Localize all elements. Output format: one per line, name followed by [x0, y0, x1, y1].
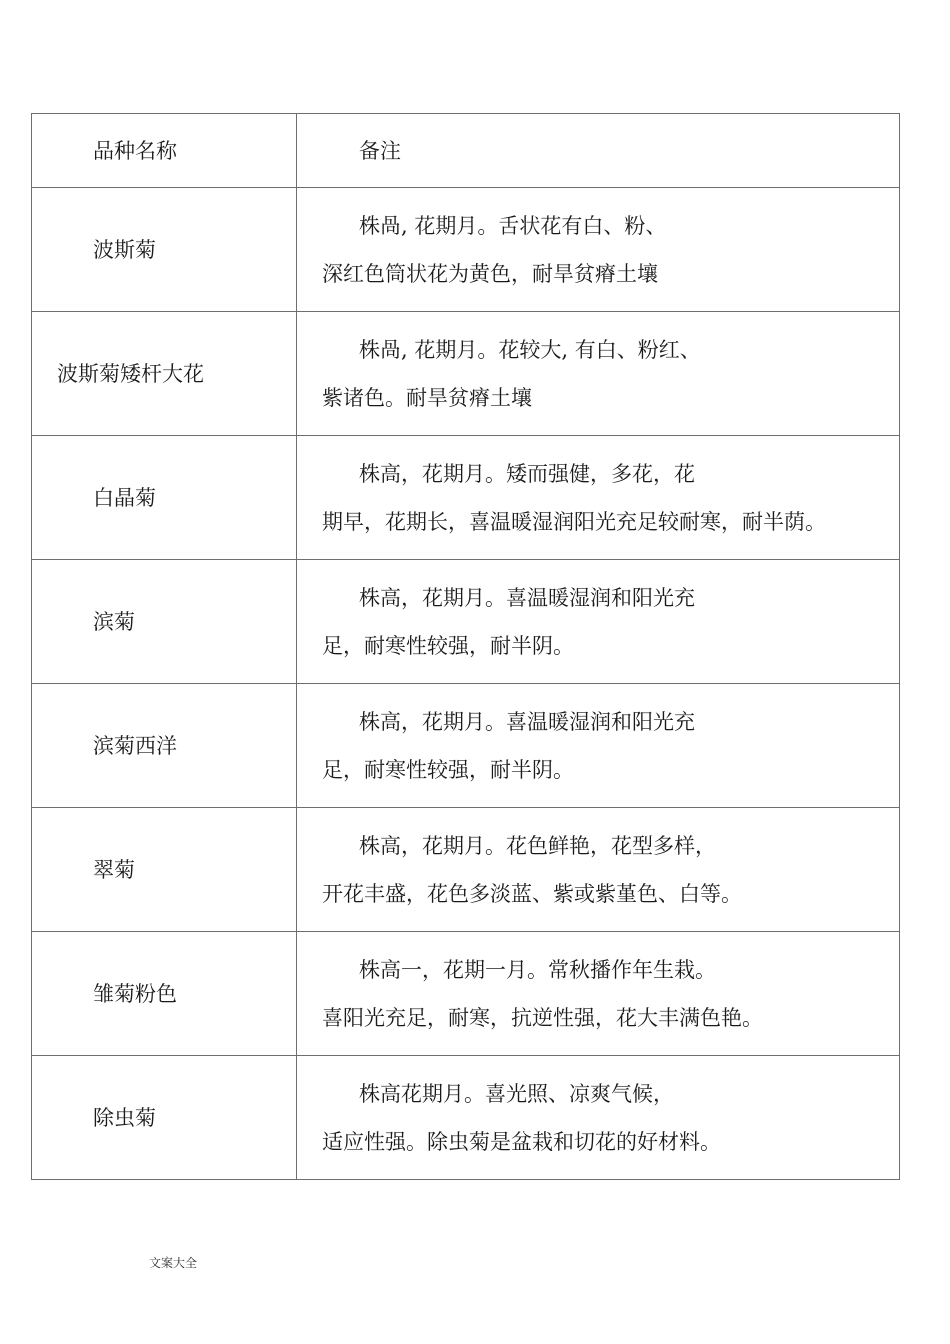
variety-name-cell: 雏菊粉色 — [32, 932, 297, 1056]
table-row — [32, 188, 900, 312]
table-row — [32, 1056, 900, 1180]
variety-name-cell: 翠菊 — [32, 808, 297, 932]
note-cell — [297, 188, 900, 312]
table-row — [32, 436, 900, 560]
note-line: 株咼, 花期月。花较大, 有白、粉红、 — [359, 337, 701, 362]
note-line: 株咼, 花期月。舌状花有白、粉、 — [359, 213, 667, 238]
variety-name-cell: 波斯菊 — [32, 188, 297, 312]
note-line: 适应性强。除虫菊是盆栽和切花的好材料。 — [322, 1129, 721, 1154]
note-line: 紫诸色。耐旱贫瘠土壤 — [322, 385, 532, 410]
note-line: 期早，花期长，喜温暖湿润阳光充足较耐寒，耐半荫。 — [322, 509, 826, 534]
flower-variety-table — [31, 113, 900, 1180]
variety-name-cell: 滨菊 — [32, 560, 297, 684]
header-notes: 备注 — [297, 114, 900, 188]
note-line: 深红色筒状花为黄色，耐旱贫瘠土壤 — [322, 261, 658, 286]
page-footer: 文案大全 — [149, 1256, 198, 1270]
variety-name-cell: 除虫菊 — [32, 1056, 297, 1180]
note-cell — [297, 684, 900, 808]
note-cell — [297, 808, 900, 932]
table-row — [32, 684, 900, 808]
header-variety-name: 品种名称 — [32, 114, 297, 188]
note-line: 株高，花期月。喜温暖湿润和阳光充 — [359, 585, 695, 610]
note-cell — [297, 312, 900, 436]
note-line: 株高，花期月。喜温暖湿润和阳光充 — [359, 709, 695, 734]
note-line: 株高花期月。喜光照、凉爽气候， — [359, 1081, 674, 1106]
table-row — [32, 808, 900, 932]
note-line: 足，耐寒性较强，耐半阴。 — [322, 633, 574, 658]
variety-name-cell: 滨菊西洋 — [32, 684, 297, 808]
note-cell — [297, 932, 900, 1056]
table-row — [32, 560, 900, 684]
table-header-row — [32, 114, 900, 188]
table-row — [32, 312, 900, 436]
note-line: 株高，花期月。矮而强健，多花，花 — [359, 461, 695, 486]
table-row — [32, 932, 900, 1056]
note-line: 开花丰盛，花色多淡蓝、紫或紫堇色、白等。 — [322, 881, 742, 906]
note-line: 株高一，花期一月。常秋播作年生栽。 — [359, 957, 716, 982]
note-cell — [297, 1056, 900, 1180]
note-cell — [297, 560, 900, 684]
variety-name-cell: 白晶菊 — [32, 436, 297, 560]
note-line: 足，耐寒性较强，耐半阴。 — [322, 757, 574, 782]
note-line: 喜阳光充足，耐寒，抗逆性强，花大丰满色艳。 — [322, 1005, 763, 1030]
note-cell — [297, 436, 900, 560]
variety-name-cell: 波斯菊矮杆大花 — [32, 312, 297, 436]
note-line: 株高，花期月。花色鲜艳，花型多样， — [359, 833, 716, 858]
